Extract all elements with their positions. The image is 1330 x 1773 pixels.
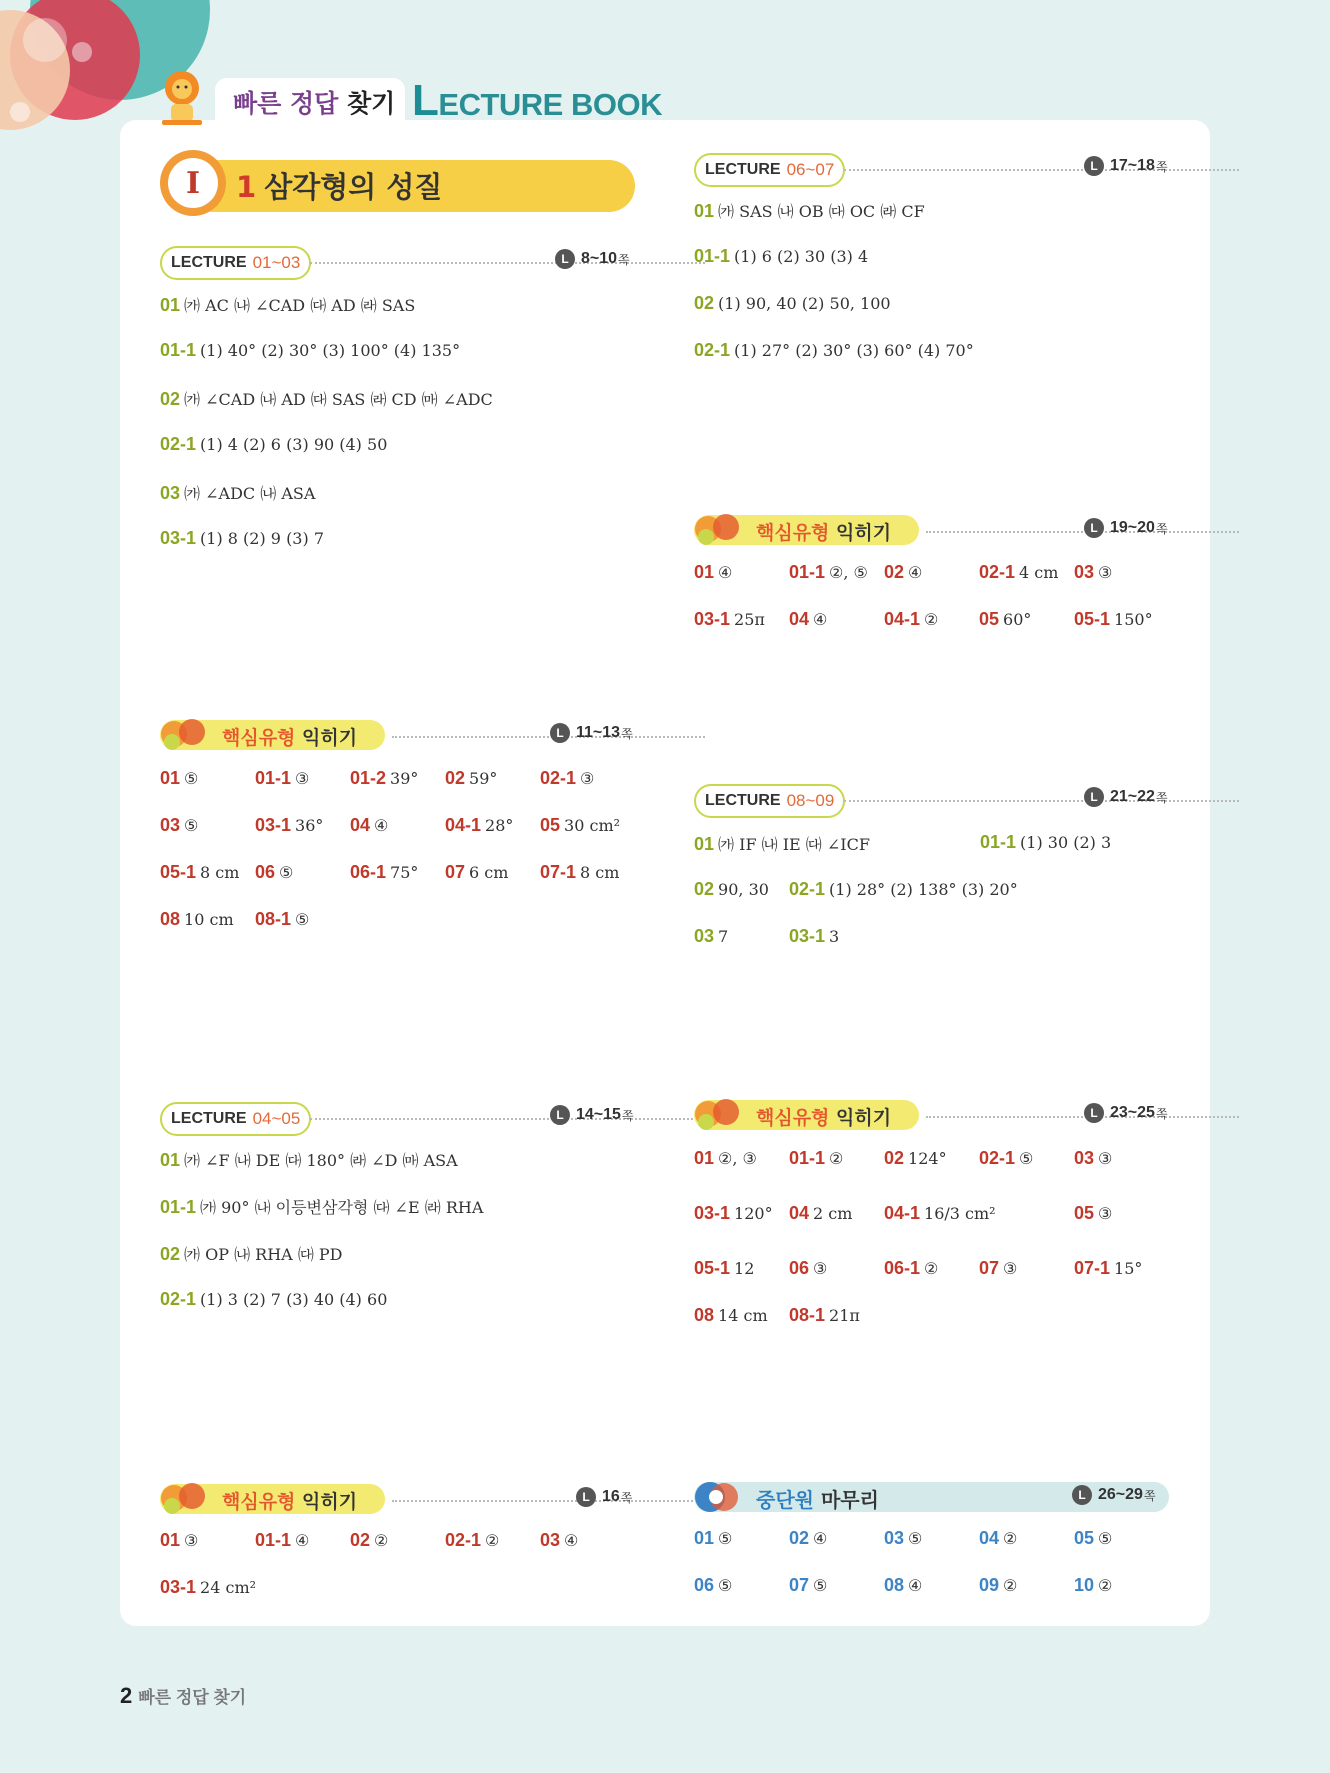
- answer-cell: [979, 1528, 1017, 1549]
- item-answer: ⑤: [718, 1529, 733, 1548]
- item-answer: ③: [184, 1531, 199, 1550]
- item-answer: ③: [1098, 563, 1113, 582]
- item-answer: 10 cm: [184, 910, 234, 929]
- item-number: 03-1: [160, 1577, 197, 1597]
- item-number: 02-1: [445, 1530, 482, 1550]
- unit-title: 1 삼각형의 성질: [236, 170, 443, 204]
- answer-cell: [979, 1148, 1033, 1169]
- item-answer: ②: [485, 1531, 500, 1550]
- answer-cell: [979, 562, 1058, 583]
- answer-cell: [255, 768, 309, 789]
- item-number: 02-1: [540, 768, 577, 788]
- core-title: 핵심유형 익히기: [756, 1107, 892, 1129]
- item-answer: ④: [374, 816, 389, 835]
- answer-cell: [1074, 562, 1112, 583]
- item-number: 01: [694, 1148, 715, 1168]
- core-title: 핵심유형 익히기: [222, 1491, 358, 1513]
- item-answer: ④: [718, 563, 733, 582]
- answer-cell: [540, 1530, 578, 1551]
- item-number: 03-1: [789, 926, 826, 946]
- item-answer: ⑤: [813, 1576, 828, 1595]
- page-number: 2: [120, 1683, 133, 1708]
- item-answer: 8 cm: [200, 863, 240, 882]
- page-ref: L 11~13 쪽: [550, 723, 633, 743]
- item-number: 02: [160, 389, 181, 409]
- item-number: 01-1: [980, 832, 1017, 852]
- lecture-01-03-header: [160, 246, 635, 280]
- item-number: 01-1: [255, 1530, 292, 1550]
- core-deco-icon: [160, 1482, 214, 1516]
- answer-cell: [255, 862, 293, 883]
- item-answer: 8 cm: [580, 863, 620, 882]
- item-number: 06-1: [884, 1258, 921, 1278]
- item-answer: ④: [295, 1531, 310, 1550]
- item-number: 02: [694, 293, 715, 313]
- item-answer: ②, ③: [718, 1149, 757, 1168]
- answer-row: [980, 832, 1111, 853]
- item-number: 03: [540, 1530, 561, 1550]
- answer-row: [160, 528, 324, 549]
- item-number: 01: [160, 1530, 181, 1550]
- item-answer: ②: [829, 1149, 844, 1168]
- item-number: 02-1: [789, 879, 826, 899]
- mid-review-header: [694, 1482, 1169, 1516]
- lecture-08-09-header: [694, 784, 1169, 818]
- answer-cell: [160, 862, 239, 883]
- answer-cell: [1074, 1203, 1112, 1224]
- item-number: 02-1: [160, 1289, 197, 1309]
- core-title: 핵심유형 익히기: [756, 522, 892, 544]
- lion-mascot-icon: [157, 68, 207, 128]
- answer-cell: [694, 1203, 773, 1224]
- item-answer: ②: [374, 1531, 389, 1550]
- item-number: 01-1: [789, 562, 826, 582]
- item-answer: (1) 3 (2) 7 (3) 40 (4) 60: [200, 1290, 388, 1309]
- answer-cell: [694, 1258, 754, 1279]
- item-number: 08: [694, 1305, 715, 1325]
- answer-cell: [1074, 1148, 1112, 1169]
- item-number: 06: [789, 1258, 810, 1278]
- answer-cell: [884, 1203, 996, 1224]
- answer-cell: [160, 768, 198, 789]
- answer-cell: [255, 815, 323, 836]
- item-answer: ⑤: [279, 863, 294, 882]
- answer-row: [160, 387, 493, 410]
- item-answer: ④: [813, 1529, 828, 1548]
- item-answer: 16/3 cm²: [924, 1204, 996, 1223]
- answer-cell: [350, 862, 418, 883]
- item-number: 06-1: [350, 862, 387, 882]
- core-1-header: [160, 720, 635, 754]
- answer-cell: [789, 609, 827, 630]
- item-answer: ③: [1098, 1149, 1113, 1168]
- footer: [120, 1683, 246, 1709]
- answer-cell: [789, 1258, 827, 1279]
- item-number: 04: [789, 609, 810, 629]
- item-number: 02-1: [694, 340, 731, 360]
- item-answer: (1) 90, 40 (2) 50, 100: [718, 294, 891, 313]
- lecture-06-07-header: [694, 153, 1169, 187]
- answer-cell: [694, 562, 732, 583]
- unit-banner: [160, 150, 635, 216]
- item-number: 01: [694, 562, 715, 582]
- answer-cell: [1074, 1528, 1112, 1549]
- answer-cell: [789, 1528, 827, 1549]
- item-number: 08: [160, 909, 181, 929]
- answer-cell: [445, 815, 513, 836]
- answer-cell: [160, 1577, 256, 1598]
- item-number: 02: [445, 768, 466, 788]
- item-answer: 12: [734, 1259, 755, 1278]
- page-ref: L 26~29 쪽: [1072, 1485, 1156, 1505]
- item-number: 03-1: [694, 609, 731, 629]
- item-number: 01-1: [694, 246, 731, 266]
- core-3-header: [694, 515, 1169, 549]
- item-number: 03-1: [160, 528, 197, 548]
- item-answer: ③: [580, 769, 595, 788]
- item-number: 01-2: [350, 768, 387, 788]
- item-answer: ④: [813, 610, 828, 629]
- item-answer: 59°: [469, 769, 498, 788]
- answer-cell: [540, 768, 594, 789]
- item-number: 05: [540, 815, 561, 835]
- item-answer: (1) 27° (2) 30° (3) 60° (4) 70°: [734, 341, 974, 360]
- unit-roman-badge: I: [160, 150, 226, 216]
- item-answer: 90, 30: [718, 880, 769, 899]
- item-number: 05-1: [1074, 609, 1111, 629]
- answer-row: [160, 293, 415, 316]
- item-answer: 36°: [295, 816, 324, 835]
- item-answer: 124°: [908, 1149, 947, 1168]
- item-number: 07: [789, 1575, 810, 1595]
- item-answer: ③: [1098, 1204, 1113, 1223]
- answer-cell: [694, 609, 765, 630]
- item-answer: ⑤: [184, 816, 199, 835]
- answer-cell: [694, 1575, 732, 1596]
- item-number: 05: [1074, 1203, 1095, 1223]
- lecture-book-logo: LECTURE BOOK: [412, 76, 662, 125]
- item-number: 07-1: [540, 862, 577, 882]
- answer-cell: [884, 1528, 922, 1549]
- answer-row: [789, 926, 839, 947]
- mid-deco-icon: [694, 1478, 750, 1516]
- answer-cell: [789, 1148, 843, 1169]
- item-answer: 120°: [734, 1204, 773, 1223]
- item-number: 01: [160, 1150, 181, 1170]
- item-answer: 14 cm: [718, 1306, 768, 1325]
- item-answer: ㈎ SAS ㈏ OB ㈐ OC ㈑ CF: [718, 202, 925, 221]
- footer-label: 빠른 정답 찾기: [138, 1688, 247, 1707]
- answer-cell: [445, 1530, 499, 1551]
- item-answer: (1) 6 (2) 30 (3) 4: [734, 247, 869, 266]
- answer-row: [789, 879, 1018, 900]
- answer-cell: [694, 1305, 768, 1326]
- header-title-purple: 빠른 정답: [233, 89, 339, 118]
- answer-cell: [540, 862, 619, 883]
- answer-cell: [160, 815, 198, 836]
- answer-cell: [789, 1203, 852, 1224]
- item-answer: ④: [564, 1531, 579, 1550]
- core-deco-icon: [160, 718, 214, 752]
- item-answer: 28°: [485, 816, 514, 835]
- item-number: 04-1: [884, 609, 921, 629]
- item-number: 01-1: [160, 340, 197, 360]
- item-answer: ②, ⑤: [829, 563, 868, 582]
- item-answer: (1) 28° (2) 138° (3) 20°: [829, 880, 1018, 899]
- item-number: 04-1: [884, 1203, 921, 1223]
- answer-cell: [255, 1530, 309, 1551]
- item-answer: 60°: [1003, 610, 1032, 629]
- item-answer: ⑤: [1019, 1149, 1034, 1168]
- item-answer: ②: [924, 610, 939, 629]
- item-number: 03-1: [255, 815, 292, 835]
- item-number: 02-1: [979, 562, 1016, 582]
- item-answer: (1) 8 (2) 9 (3) 7: [200, 529, 324, 548]
- answer-row: [160, 340, 460, 361]
- item-answer: ③: [295, 769, 310, 788]
- item-number: 06: [255, 862, 276, 882]
- page-ref: L 8~10 쪽: [555, 249, 630, 269]
- item-number: 02: [350, 1530, 371, 1550]
- lecture-04-05-header: [160, 1102, 635, 1136]
- item-number: 02: [694, 879, 715, 899]
- page-ref: L 17~18 쪽: [1084, 156, 1168, 176]
- item-number: 10: [1074, 1575, 1095, 1595]
- item-number: 01-1: [789, 1148, 826, 1168]
- item-number: 04-1: [445, 815, 482, 835]
- item-number: 06: [694, 1575, 715, 1595]
- page-ref: L 14~15 쪽: [550, 1105, 634, 1125]
- answer-cell: [694, 1528, 732, 1549]
- item-answer: ⑤: [1098, 1529, 1113, 1548]
- answer-row: [160, 434, 387, 455]
- item-answer: 21π: [829, 1306, 860, 1325]
- item-answer: ②: [924, 1259, 939, 1278]
- item-answer: (1) 30 (2) 3: [1020, 833, 1112, 852]
- page-header-title: [233, 84, 395, 120]
- answer-row: [160, 481, 315, 504]
- answer-cell: [1074, 609, 1153, 630]
- item-number: 07-1: [1074, 1258, 1111, 1278]
- item-number: 07: [979, 1258, 1000, 1278]
- item-answer: ⑤: [718, 1576, 733, 1595]
- page-ref: L 19~20 쪽: [1084, 518, 1168, 538]
- item-number: 08-1: [789, 1305, 826, 1325]
- lecture-pill: LECTURE 06~07: [694, 153, 845, 187]
- item-number: 03: [1074, 1148, 1095, 1168]
- item-number: 05-1: [694, 1258, 731, 1278]
- answer-row: [160, 1242, 343, 1265]
- item-number: 02: [884, 562, 905, 582]
- item-answer: ②: [1098, 1576, 1113, 1595]
- answer-cell: [160, 909, 234, 930]
- answer-row: [694, 246, 868, 267]
- answer-cell: [884, 562, 922, 583]
- item-number: 01-1: [255, 768, 292, 788]
- item-answer: ③: [813, 1259, 828, 1278]
- answer-cell: [160, 1530, 198, 1551]
- answer-cell: [694, 1148, 757, 1169]
- page-ref: L 16 쪽: [576, 1487, 632, 1507]
- answer-cell: [1074, 1258, 1142, 1279]
- item-number: 03: [1074, 562, 1095, 582]
- answer-cell: [789, 1305, 860, 1326]
- item-answer: 75°: [390, 863, 419, 882]
- item-number: 01: [160, 768, 181, 788]
- item-number: 01-1: [160, 1197, 197, 1217]
- answer-row: [694, 926, 728, 947]
- item-number: 05: [1074, 1528, 1095, 1548]
- answer-cell: [979, 1258, 1017, 1279]
- answer-row: [694, 199, 925, 222]
- answer-cell: [884, 1258, 938, 1279]
- item-answer: ㈎ AC ㈏ ∠CAD ㈐ AD ㈑ SAS: [184, 296, 416, 315]
- item-number: 04: [350, 815, 371, 835]
- item-answer: (1) 40° (2) 30° (3) 100° (4) 135°: [200, 341, 461, 360]
- core-title: 핵심유형 익히기: [222, 727, 358, 749]
- item-answer: ㈎ ∠F ㈏ DE ㈐ 180° ㈑ ∠D ㈒ ASA: [184, 1151, 458, 1170]
- answer-cell: [789, 1575, 827, 1596]
- answer-row: [694, 340, 974, 361]
- item-answer: 3: [829, 927, 840, 946]
- answer-cell: [1074, 1575, 1112, 1596]
- item-number: 02: [884, 1148, 905, 1168]
- core-deco-icon: [694, 513, 748, 547]
- item-number: 04: [789, 1203, 810, 1223]
- answer-cell: [350, 815, 388, 836]
- answer-cell: [350, 1530, 388, 1551]
- answer-cell: [884, 1148, 947, 1169]
- item-number: 03: [160, 483, 181, 503]
- answer-cell: [979, 1575, 1017, 1596]
- item-answer: 15°: [1114, 1259, 1143, 1278]
- item-answer: ③: [1003, 1259, 1018, 1278]
- item-answer: ㈎ 90° ㈏ 이등변삼각형 ㈐ ∠E ㈑ RHA: [200, 1198, 484, 1217]
- header-title-black: 찾기: [347, 89, 396, 118]
- item-number: 08: [884, 1575, 905, 1595]
- item-number: 02: [789, 1528, 810, 1548]
- item-number: 03-1: [694, 1203, 731, 1223]
- item-number: 05-1: [160, 862, 197, 882]
- item-number: 01: [694, 201, 715, 221]
- answer-row: [694, 832, 870, 855]
- answer-cell: [540, 815, 620, 836]
- item-answer: (1) 4 (2) 6 (3) 90 (4) 50: [200, 435, 388, 454]
- answer-cell: [445, 768, 497, 789]
- item-answer: ㈎ IF ㈏ IE ㈐ ∠ICF: [718, 835, 870, 854]
- page-ref: L 23~25 쪽: [1084, 1103, 1168, 1123]
- item-number: 08-1: [255, 909, 292, 929]
- answer-cell: [884, 1575, 922, 1596]
- answer-row: [694, 293, 891, 314]
- item-number: 09: [979, 1575, 1000, 1595]
- item-answer: 24 cm²: [200, 1578, 257, 1597]
- item-number: 03: [694, 926, 715, 946]
- item-number: 05: [979, 609, 1000, 629]
- lecture-pill: LECTURE 08~09: [694, 784, 845, 818]
- item-answer: ㈎ ∠CAD ㈏ AD ㈐ SAS ㈑ CD ㈒ ∠ADC: [184, 390, 493, 409]
- item-answer: 7: [718, 927, 729, 946]
- item-number: 02-1: [979, 1148, 1016, 1168]
- item-number: 01: [694, 834, 715, 854]
- item-number: 01: [160, 295, 181, 315]
- lecture-pill: LECTURE 04~05: [160, 1102, 311, 1136]
- item-answer: 2 cm: [813, 1204, 853, 1223]
- answer-cell: [350, 768, 418, 789]
- mid-title: 중단원 마무리: [756, 1488, 879, 1512]
- item-answer: ⑤: [184, 769, 199, 788]
- item-answer: 39°: [390, 769, 419, 788]
- core-2-header: [160, 1484, 635, 1518]
- item-number: 02: [160, 1244, 181, 1264]
- item-number: 01: [694, 1528, 715, 1548]
- item-answer: 4 cm: [1019, 563, 1059, 582]
- page-ref: L 21~22 쪽: [1084, 787, 1168, 807]
- item-answer: ④: [908, 1576, 923, 1595]
- answer-row: [160, 1289, 387, 1310]
- item-answer: 25π: [734, 610, 765, 629]
- answer-row: [160, 1148, 458, 1171]
- item-answer: 6 cm: [469, 863, 509, 882]
- lecture-pill: LECTURE 01~03: [160, 246, 311, 280]
- item-answer: ④: [908, 563, 923, 582]
- item-number: 07: [445, 862, 466, 882]
- item-answer: 150°: [1114, 610, 1153, 629]
- item-number: 04: [979, 1528, 1000, 1548]
- item-number: 03: [884, 1528, 905, 1548]
- core-deco-icon: [694, 1098, 748, 1132]
- item-answer: ②: [1003, 1529, 1018, 1548]
- answer-cell: [979, 609, 1031, 630]
- item-answer: ㈎ OP ㈏ RHA ㈐ PD: [184, 1245, 343, 1264]
- answer-row: [694, 879, 769, 900]
- item-number: 02-1: [160, 434, 197, 454]
- answer-cell: [255, 909, 309, 930]
- answer-cell: [789, 562, 868, 583]
- item-answer: ㈎ ∠ADC ㈏ ASA: [184, 484, 316, 503]
- item-answer: ②: [1003, 1576, 1018, 1595]
- core-4-header: [694, 1100, 1169, 1134]
- item-answer: ⑤: [295, 910, 310, 929]
- answer-row: [160, 1195, 483, 1218]
- item-number: 03: [160, 815, 181, 835]
- answer-cell: [884, 609, 938, 630]
- answer-cell: [445, 862, 508, 883]
- item-answer: ⑤: [908, 1529, 923, 1548]
- item-answer: 30 cm²: [564, 816, 621, 835]
